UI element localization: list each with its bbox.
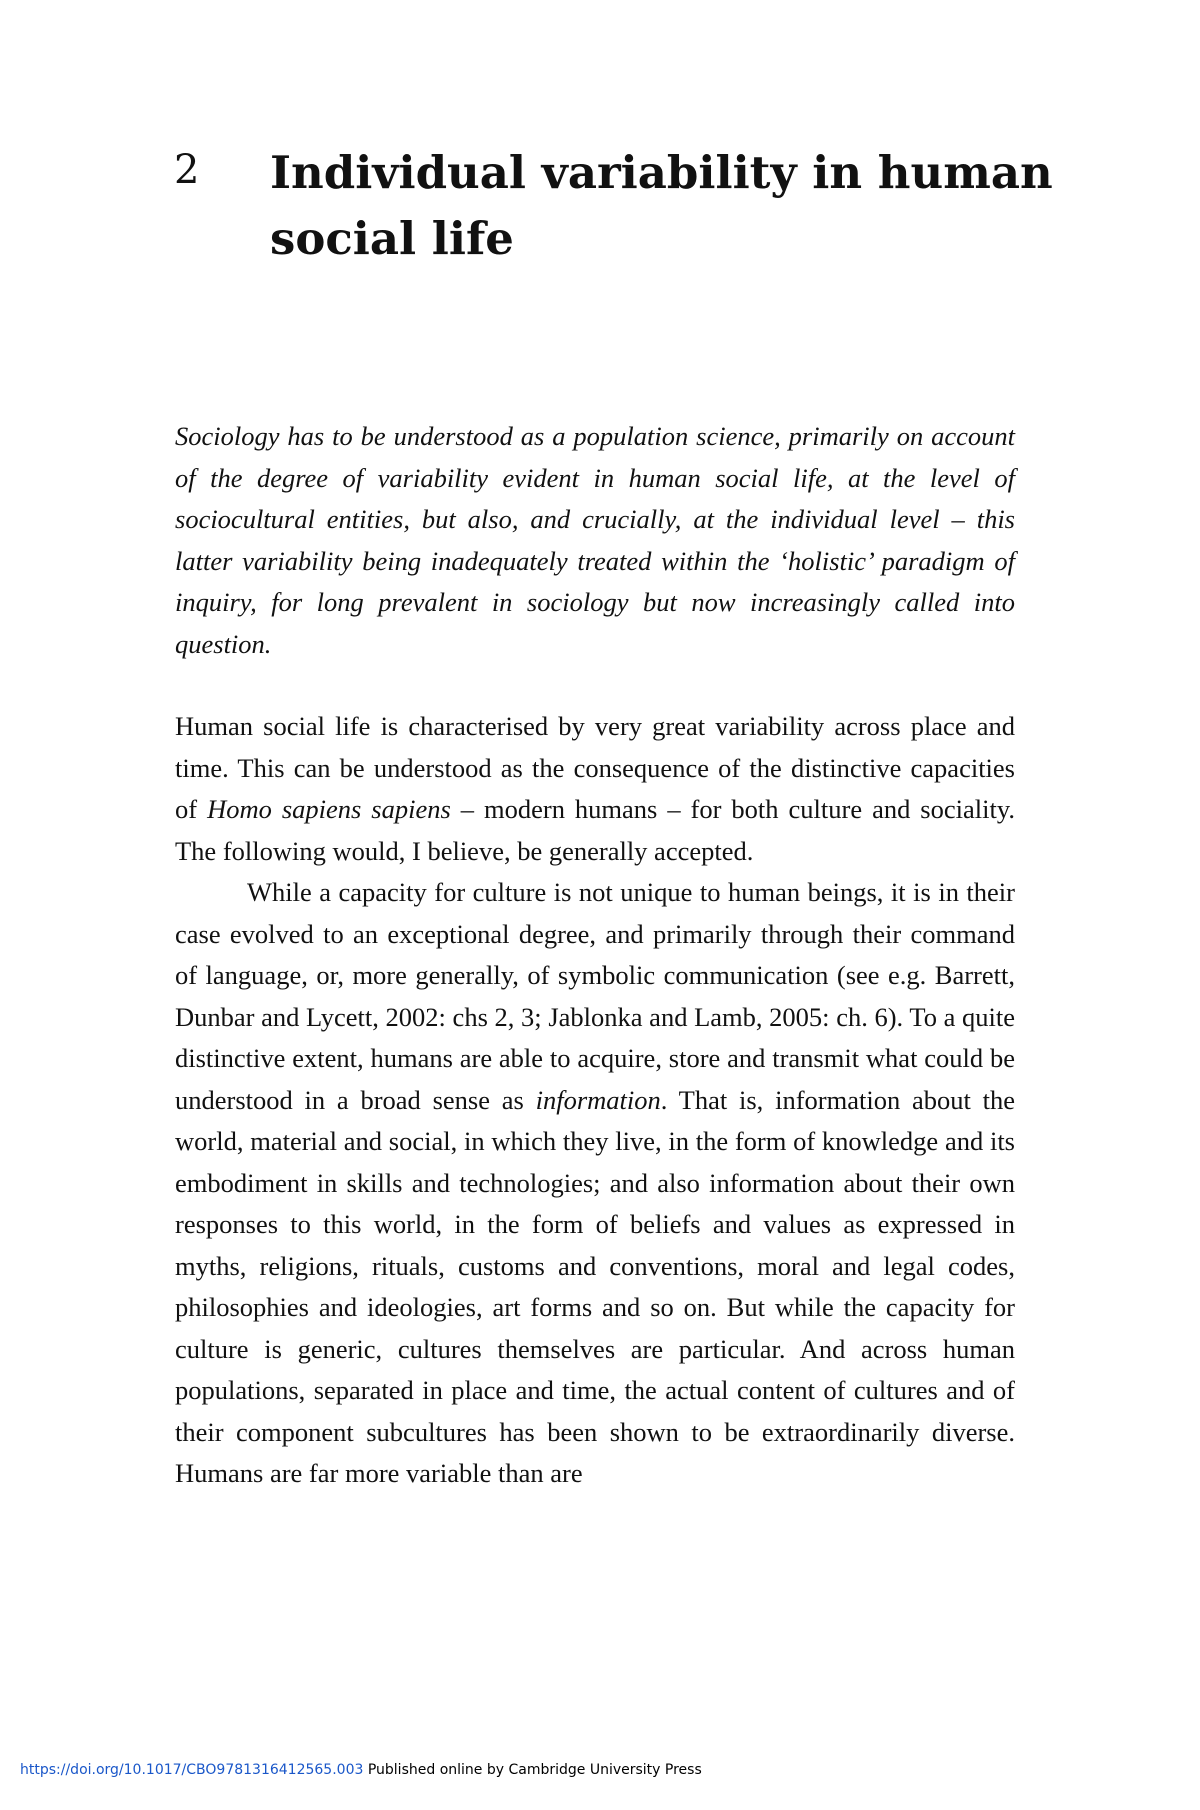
paragraph-2-text-a: While a capacity for culture is not unique to human beings, it is in their case evolved to an exceptional degree, and primarily through their command of language, or, more generally, of symbolic communication (see e.g. Barrett, Dunbar and Lycett, 2002: chs 2, 3; Jablonka and Lamb, 2005: ch. 6). To a quite distinctive extent, humans are able to acquire, store and transmit what could be understood in a broad sense as <box>175 877 1015 1115</box>
paragraph-2-italic: information <box>535 1084 661 1115</box>
paragraph-1-text-b: – modern humans – for both culture and sociality. The following would, I believe, be generally accepted. <box>175 794 1015 866</box>
paragraph-2-text-b: . That is, information about the world, material and social, in which they live, in the form of knowledge and its embodiment in skills and technologies; and also information about their own responses to this world, in the form of beliefs and values as expressed in myths, religions, rituals, customs and conventions, moral and legal codes, philosophies and ideologies, art forms and so on. But while the capacity for culture is generic, cultures themselves are particular. And across human populations, separated in place and time, the actual content of cultures and of their component subcultures has been shown to be extraordinarily diverse. Humans are far more variable than are <box>175 1084 1015 1488</box>
paragraph-1-italic: Homo sapiens sapiens <box>207 794 451 824</box>
chapter-abstract: Sociology has to be understood as a population science, primarily on account of the degree of variability evident in human social life, at the level of sociocultural entities, but also, and crucially, at the individual level – this latter variability being inadequately treated within the ‘holistic’ paradigm of inquiry, for long prevalent in sociology but now increasingly called into question. <box>175 421 1015 659</box>
body-text <box>175 706 1015 1495</box>
chapter-title: Individual variability in human social life <box>270 146 1053 265</box>
chapter-number: 2 <box>174 147 200 193</box>
publisher-note: Published online by Cambridge University Press <box>363 1762 702 1778</box>
paragraph-2 <box>175 872 1015 1495</box>
doi-link[interactable]: https://doi.org/10.1017/CBO9781316412565.003 <box>20 1762 364 1778</box>
paragraph-1-text-a: Human social life is characterised by very great variability across place and time. This can be understood as the consequence of the distinctive capacities of <box>175 711 1015 824</box>
page-footer <box>20 1762 702 1778</box>
paragraph-1 <box>175 706 1015 872</box>
